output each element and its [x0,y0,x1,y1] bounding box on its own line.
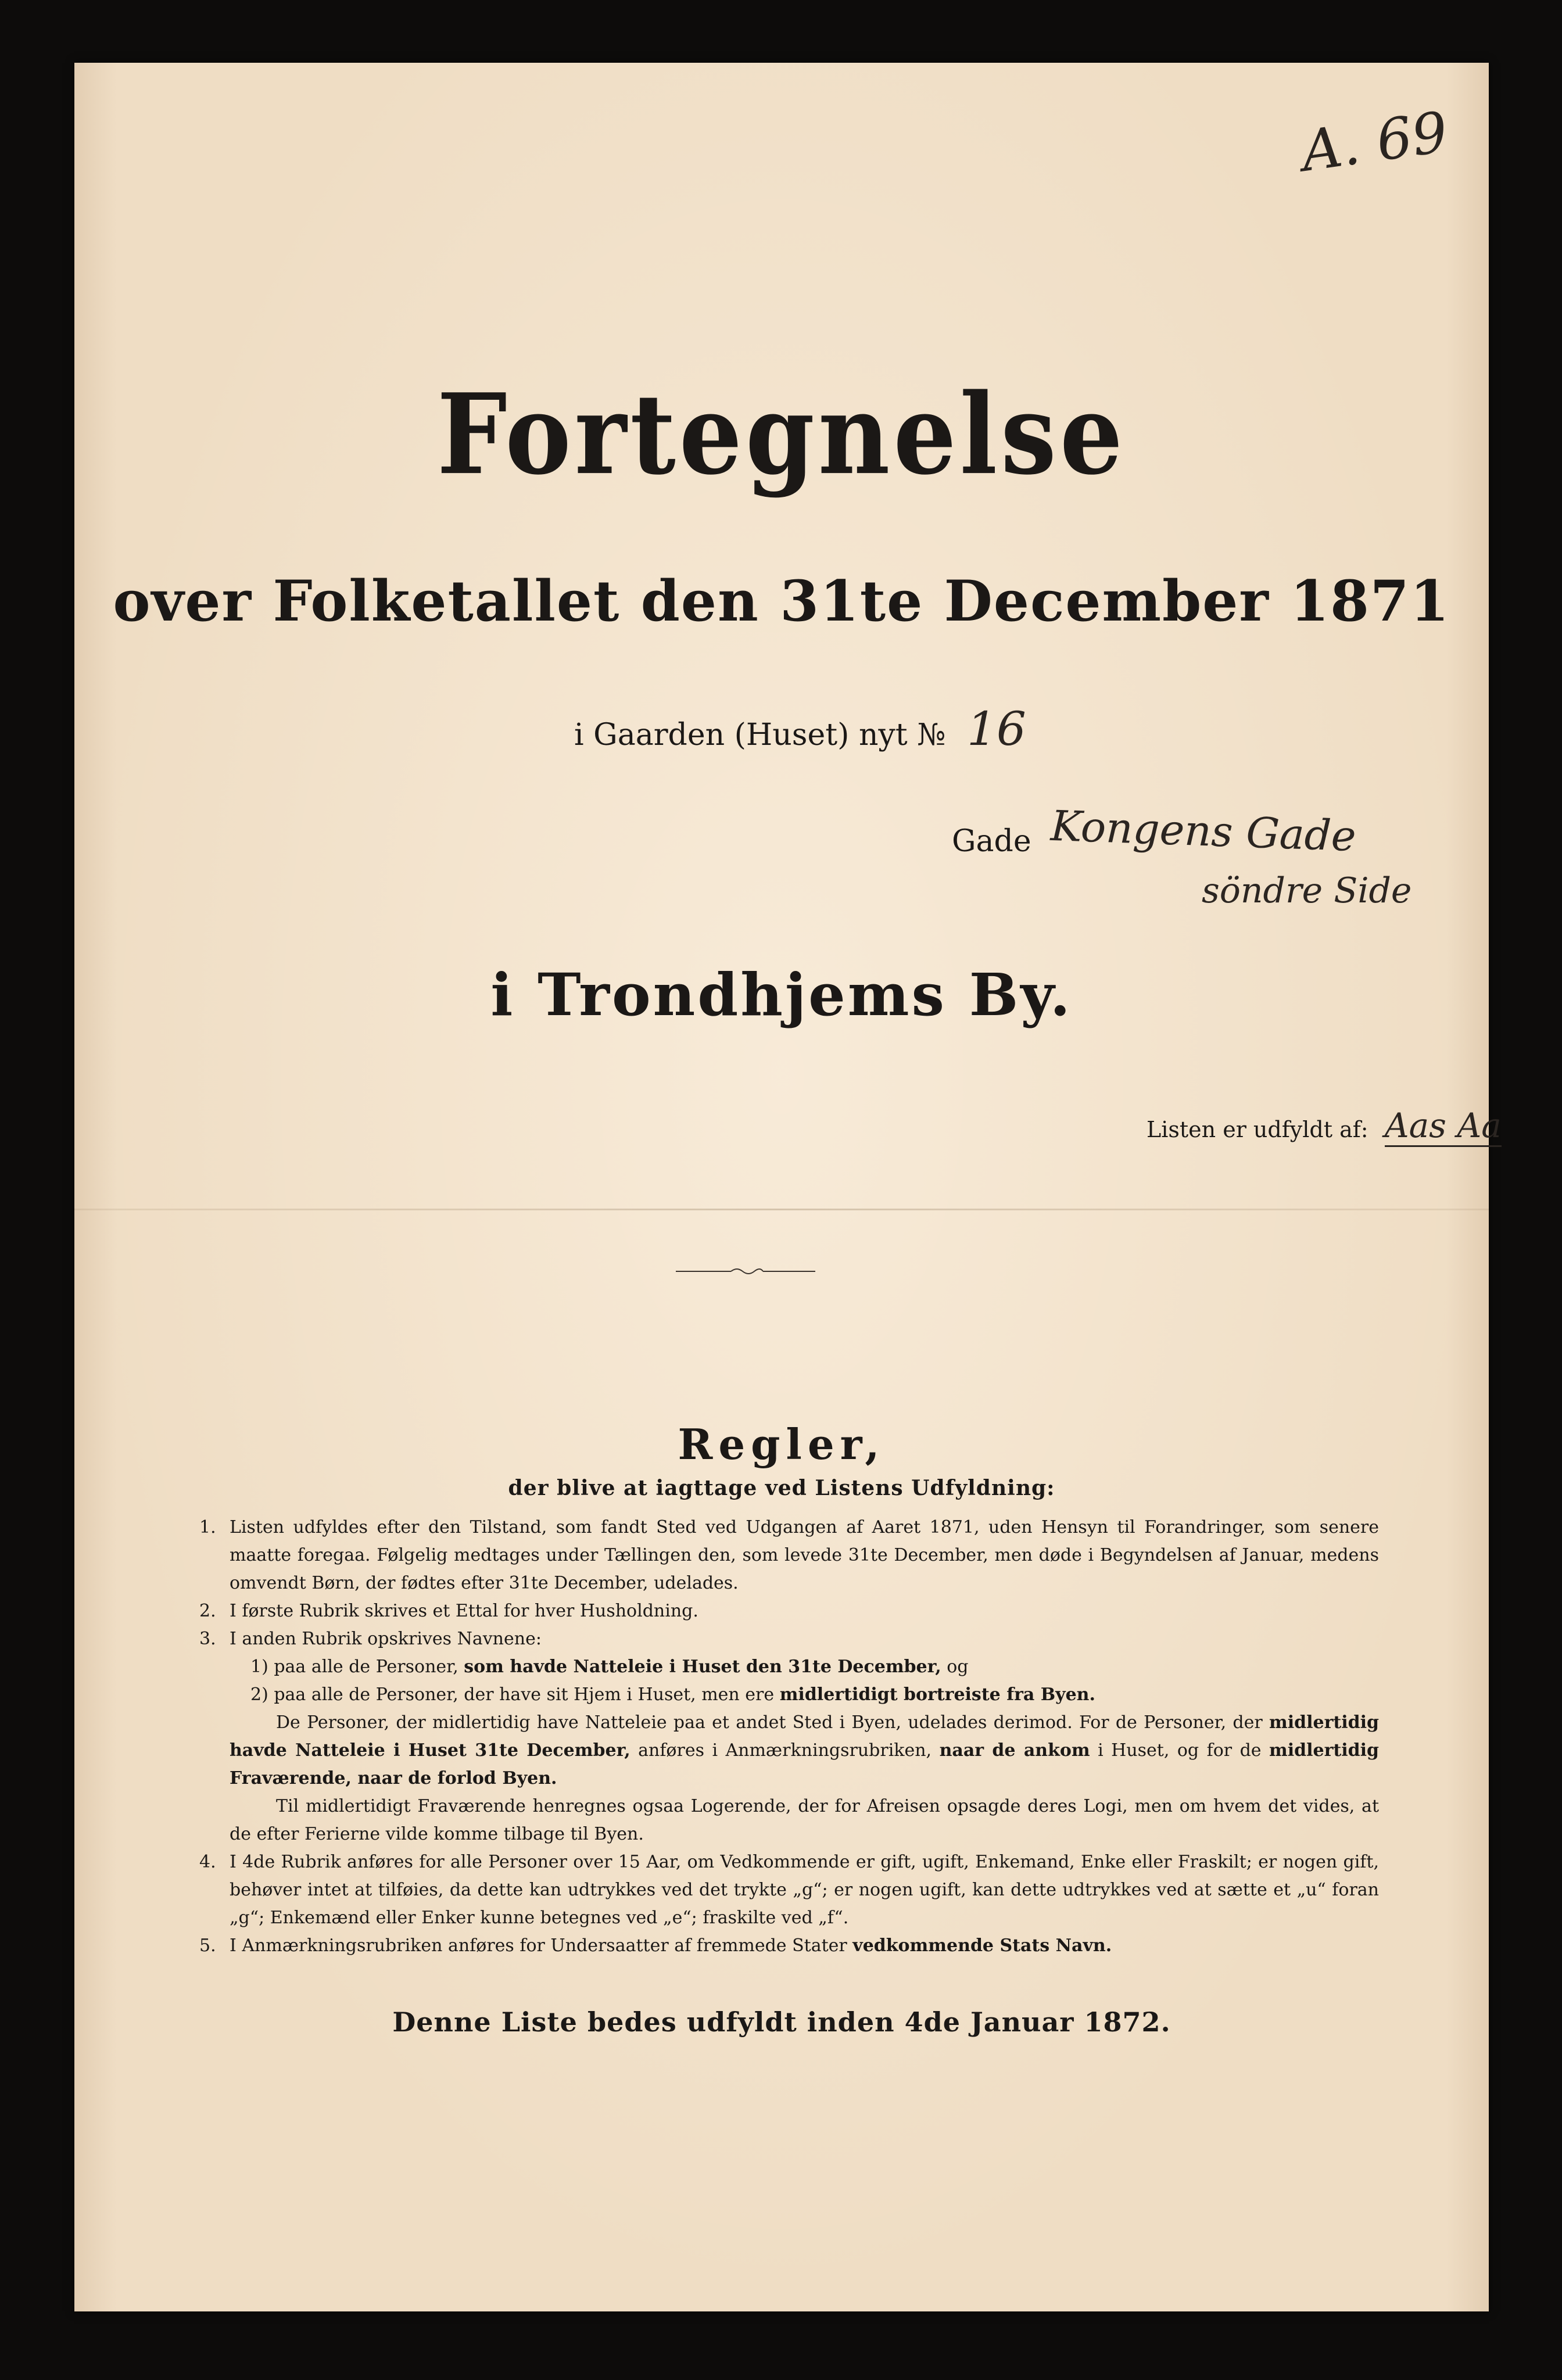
closing-note: Denne Liste bedes udfyldt inden 4de Januar 1872. [392,2006,1171,2038]
gaard-label: i Gaarden (Huset) nyt № [574,718,946,752]
rules-list [199,1514,1379,1960]
rule-4 [199,1848,1379,1932]
rule-text: De Personer, der midlertidig have Natteleie paa et andet Sted i Byen, udelades derimod. For de Personer, der [276,1712,1269,1733]
rule-text [230,1932,1379,1960]
filled-by-label: Listen er udfyldt af: [1147,1117,1368,1142]
rule-text: og [941,1657,969,1677]
rule-text: I Anmærkningsrubriken anføres for Undersaatter af fremmede Stater [230,1935,853,1956]
rule-number: 5. [199,1935,216,1956]
gaard-line [574,702,1026,756]
rule-text-bold: midlertidigt bortreiste fra Byen. [779,1684,1095,1705]
rule-5 [199,1932,1379,1960]
rules-heading: Regler, [678,1420,886,1469]
rule-1 [199,1514,1379,1597]
rule-text-bold: vedkommende Stats Navn. [852,1935,1112,1956]
handwritten-corner-mark: A. 69 [1297,99,1452,185]
rule-number: 4. [199,1852,216,1872]
rule-number: 3. [199,1629,216,1649]
filled-by-signature: Aas Aa [1385,1106,1502,1147]
rule-3-paragraph-2: Til midlertidigt Fraværende henregnes ogsaa Logerende, der for Afreisen opsagde deres Logi, men om hvem det vides, at de efter Ferierne vilde komme tilbage til Byen. [230,1796,1379,1844]
rule-text: 1) paa alle de Personer, [250,1657,464,1677]
form-subtitle: over Folketallet den 31te December 1871 [113,568,1450,634]
form-title: Fortegnelse [436,370,1127,500]
rule-number: 2. [199,1601,216,1621]
rule-3-item-2 [199,1681,1379,1709]
rule-text: I første Rubrik skrives et Ettal for hver Husholdning. [230,1601,698,1621]
rule-text-bold: midlertidig havde Natteleie i Huset 31te December, [230,1712,1379,1761]
census-form-sheet [74,63,1502,2311]
rule-text: i Huset, og for de [1090,1740,1269,1761]
rules-subheading: der blive at iagttage ved Listens Udfyldning: [508,1476,1055,1500]
rule-text: I anden Rubrik opskrives Navnene: [230,1629,542,1649]
ornament-divider [676,1266,815,1277]
gade-label: Gade [952,824,1031,859]
rule-text: 2) paa alle de Personer, der have sit Hjem i Huset, men ere [250,1684,780,1705]
gaard-number: 16 [966,702,1026,756]
gade-value-line1: Kongens Gade [1049,801,1357,861]
city-line: i Trondhjems By. [490,960,1073,1029]
gade-value-line2: söndre Side [1202,870,1412,911]
rule-3-paragraph-1 [199,1709,1379,1793]
paper-fold-crease [74,1209,1489,1210]
rule-3 [199,1625,1379,1653]
filled-by-line [1147,1106,1502,1145]
rule-3-item-1 [199,1653,1379,1681]
rule-text-bold: midlertidig Fraværende, naar de forlod Byen. [230,1740,1380,1788]
rule-text-bold: som havde Natteleie i Huset den 31te December, [464,1657,941,1677]
rule-number: 1. [199,1517,216,1537]
rule-text: anføres i Anmærkningsrubriken, [630,1740,940,1761]
rule-text: Listen udfyldes efter den Tilstand, som fandt Sted ved Udgangen af Aaret 1871, uden Hensyn til Forandringer, som senere maatte foregaa. Følgelig medtages under Tællingen den, som levede 31te December, men døde i Begyndelsen af Januar, medens omvendt Børn, der fødtes efter 31te December, udelades. [230,1517,1379,1593]
rule-text: I 4de Rubrik anføres for alle Personer over 15 Aar, om Vedkommende er gift, ugift, Enkemand, Enke eller Fraskilt; er nogen gift, behøver intet at tilføies, da dette kan udtrykkes ved det trykte „g“; er nogen ugift, kan dette udtrykkes ved at sætte et „u“ foran „g“; Enkemænd eller Enker kunne betegnes ved „e“; fraskilte ved „f“. [230,1852,1379,1928]
rule-2 [199,1597,1379,1625]
rule-text-bold: naar de ankom [939,1740,1090,1761]
